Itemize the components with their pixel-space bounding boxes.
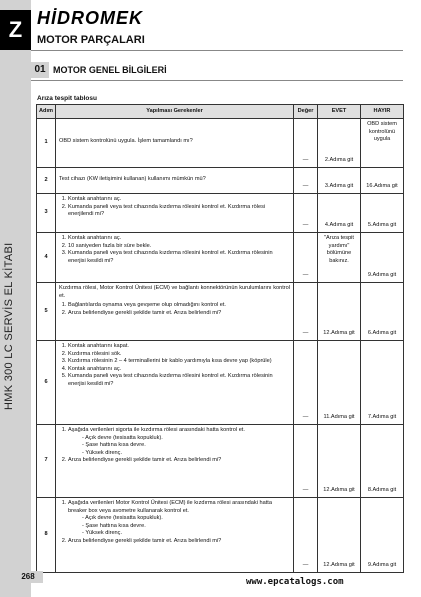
value-cell: — xyxy=(294,233,318,283)
step-number: 6 xyxy=(37,341,56,425)
yes-action: 11.Adıma git xyxy=(318,341,361,425)
procedure-step: 3. Kızdırma rölesinin 2 – 4 terminallerini bir kablo yardımıyla kısa devre yap (köprüle) xyxy=(68,358,290,366)
column-header-no: HAYIR xyxy=(361,105,404,119)
no-action: 5.Adıma git xyxy=(361,194,404,233)
table-row xyxy=(37,341,404,425)
column-header-value: Değer xyxy=(294,105,318,119)
procedure-step: 1. Kontak anahtarını kapat. xyxy=(68,343,290,351)
step-number: 3 xyxy=(37,194,56,233)
value-cell: — xyxy=(294,498,318,573)
check-item: - Şase hattına kısa devre. xyxy=(82,523,290,531)
section-title: MOTOR GENEL BİLGİLERİ xyxy=(53,65,167,75)
procedure-cell xyxy=(56,498,294,573)
procedure-step: 2. Kızdırma rölesini sök. xyxy=(68,351,290,359)
procedure-text: Test cihazı (KW iletişimini kullanan) kullanımı mümkün mü? xyxy=(59,175,206,182)
procedure-text: OBD sistem kontrolünü uygula. İşlem tamamlandı mı? xyxy=(59,138,193,145)
column-header-yes: EVET xyxy=(318,105,361,119)
table-row xyxy=(37,233,404,283)
table-row xyxy=(37,194,404,233)
table-row xyxy=(37,498,404,573)
value-cell: — xyxy=(294,168,318,194)
step-number: 2 xyxy=(37,168,56,194)
section-number: 01 xyxy=(31,62,49,78)
value-cell: — xyxy=(294,283,318,341)
procedure-step: 2. Arıza belirlendiyse gerekli şekilde tamir et. Arıza belirlendi mi? xyxy=(68,310,290,318)
yes-action: 12.Adıma git xyxy=(318,498,361,573)
procedure-lead: Aşağıda verilenleri sigorta ile kızdırma rölesi arasındaki hatta kontrol et. xyxy=(68,427,245,433)
table-row xyxy=(37,425,404,498)
procedure-step: 1. Kontak anahtarını aç. xyxy=(68,235,290,243)
yes-action: 2.Adıma git xyxy=(318,119,361,168)
procedure-step: 2. Arıza belirlendiyse gerekli şekilde tamir et. Arıza belirlendi mi? xyxy=(68,538,290,546)
procedure-step xyxy=(68,427,290,457)
check-item: - Yüksek direnç. xyxy=(82,530,290,538)
procedure-cell xyxy=(56,194,294,233)
procedure-step xyxy=(68,500,290,538)
brand-logo: HİDROMEK xyxy=(37,8,143,28)
chapter-letter: Z xyxy=(0,10,31,50)
value-cell: — xyxy=(294,119,318,168)
no-action: 6.Adıma git xyxy=(361,283,404,341)
yes-action: 12.Adıma git xyxy=(318,425,361,498)
procedure-cell xyxy=(56,341,294,425)
procedure-cell xyxy=(56,119,294,168)
procedure-step: 3. Kumanda paneli veya test cihazında kızdırma rölesini kontrol et. Kızdırma rölesinin enerjisi kesildi mi? xyxy=(68,250,290,265)
table-caption: Arıza tespit tablosu xyxy=(37,95,97,102)
header-divider xyxy=(31,50,403,51)
check-item: - Yüksek direnç. xyxy=(82,450,290,458)
table-row xyxy=(37,283,404,341)
watermark-url: www.epcatalogs.com xyxy=(246,577,344,587)
procedure-step: 4. Kontak anahtarını aç. xyxy=(68,366,290,374)
no-action: 8.Adıma git xyxy=(361,425,404,498)
procedure-lead: Aşağıda verilenleri Motor Kontrol Ünitesi (ECM) ile kızdırma rölesi arasındaki hatta breaker box veya avometre kullanarak kontrol et. xyxy=(68,500,272,514)
no-action: OBD sistem kontrolünü uygula xyxy=(361,119,404,168)
page-title: MOTOR PARÇALARI xyxy=(37,34,145,46)
value-cell: — xyxy=(294,341,318,425)
step-number: 5 xyxy=(37,283,56,341)
step-number: 4 xyxy=(37,233,56,283)
yes-action: "Arıza tespit yardımı" bölümüne bakınız. xyxy=(318,233,361,283)
no-action: 9.Adıma git xyxy=(361,233,404,283)
column-header-step: Adım xyxy=(37,105,56,119)
value-cell: — xyxy=(294,425,318,498)
check-item: - Şase hattına kısa devre. xyxy=(82,442,290,450)
procedure-cell xyxy=(56,233,294,283)
procedure-cell xyxy=(56,283,294,341)
check-item: - Açık devre (tesisatta kopukluk). xyxy=(82,435,290,443)
page-number: 268 xyxy=(13,571,43,583)
yes-action: 3.Adıma git xyxy=(318,168,361,194)
procedure-step: 1. Kontak anahtarını aç. xyxy=(68,196,290,204)
procedure-cell xyxy=(56,168,294,194)
value-cell: — xyxy=(294,194,318,233)
procedure-step: 2. 10 saniyeden fazla bir süre bekle. xyxy=(68,243,290,251)
yes-action: 4.Adıma git xyxy=(318,194,361,233)
step-number: 1 xyxy=(37,119,56,168)
sidebar-manual-title: HMK 300 LC SERVİS EL KİTABI xyxy=(3,242,15,410)
no-action: 7.Adıma git xyxy=(361,341,404,425)
step-number: 7 xyxy=(37,425,56,498)
procedure-step: 2. Kumanda paneli veya test cihazında kızdırma rölesini kontrol et. Kızdırma rölesi enerjilendi mi? xyxy=(68,204,290,219)
procedure-step: 2. Arıza belirlendiyse gerekli şekilde tamir et. Arıza belirlendi mi? xyxy=(68,457,290,465)
procedure-intro: Kızdırma rölesi, Motor Kontrol Ünitesi (ECM) ve bağlantı konnektörünün kurulumlarını kontrol et. xyxy=(59,285,290,299)
step-number: 8 xyxy=(37,498,56,573)
table-header-row xyxy=(37,105,404,119)
column-header-procedure: Yapılması Gerekenler xyxy=(56,105,294,119)
table-row xyxy=(37,168,404,194)
table-row xyxy=(37,119,404,168)
procedure-step: 1. Bağlantılarda oynama veya gevşeme olup olmadığını kontrol et. xyxy=(68,302,290,310)
no-action: 9.Adıma git xyxy=(361,498,404,573)
check-item: - Açık devre (tesisatta kopukluk). xyxy=(82,515,290,523)
yes-action: 12.Adıma git xyxy=(318,283,361,341)
section-divider xyxy=(31,80,403,81)
procedure-cell xyxy=(56,425,294,498)
procedure-step: 5. Kumanda paneli veya test cihazında kızdırma rölesini kontrol et. Kızdırma rölesinin enerjisi kesildi mi? xyxy=(68,373,290,388)
troubleshooting-table xyxy=(36,104,404,573)
no-action: 16.Adıma git xyxy=(361,168,404,194)
